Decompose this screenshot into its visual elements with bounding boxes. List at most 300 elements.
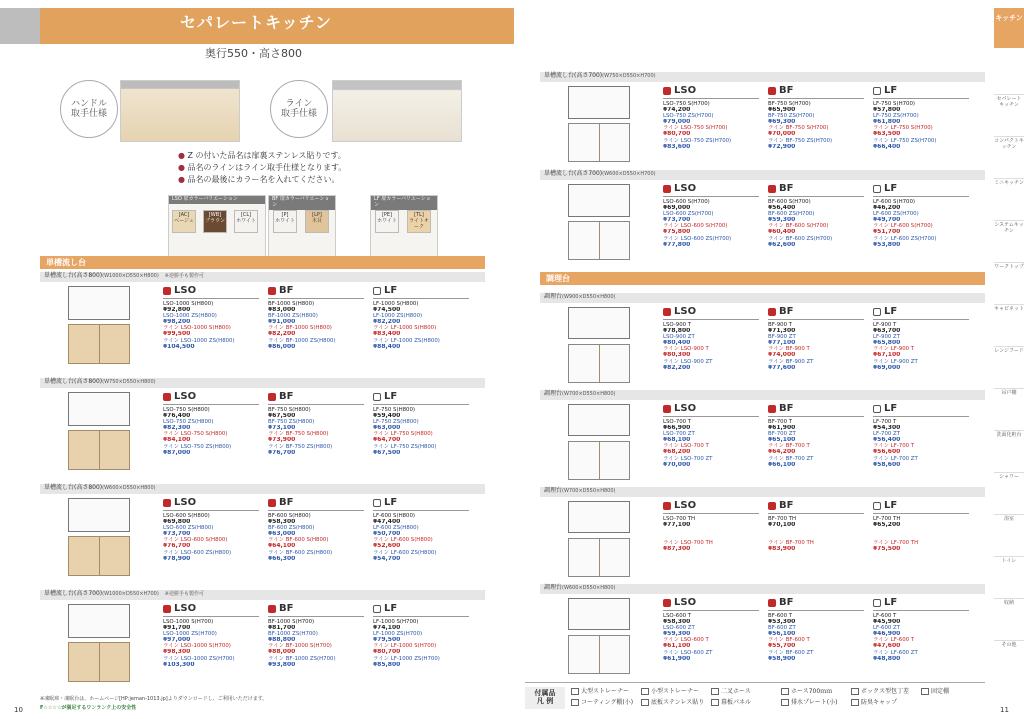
row-title: 単槽流し台(高さ700): [44, 590, 103, 597]
product-name: BF-600 S(H800): [268, 512, 311, 519]
legend-item: [851, 688, 909, 696]
product-name: ライン LSO-1000 S(H700): [163, 643, 231, 650]
sink-top-drawing: [568, 184, 630, 217]
sink-top-drawing: [68, 286, 130, 320]
product-price: ¥52,600: [373, 543, 401, 550]
brand-name: LF: [384, 285, 398, 296]
brand-icon: [768, 502, 776, 510]
brand-icon: [873, 87, 881, 95]
brand-icon: [768, 308, 776, 316]
product-price: ¥68,100: [663, 437, 691, 444]
sink-top-drawing: [68, 604, 130, 638]
brand-name: BF: [279, 603, 294, 614]
row-dims: (W600×D550×H800): [562, 585, 616, 591]
product-name: ライン BF-1000 S(H800): [268, 325, 332, 332]
sink-top-drawing: [568, 307, 630, 339]
product-price: ¥79,500: [373, 637, 401, 644]
product-price: ¥77,600: [768, 364, 796, 371]
brand-heading: [873, 403, 969, 417]
product-name: ライン LF-600 S(H800): [373, 537, 433, 544]
product-name: ライン LSO-900 T: [663, 346, 709, 353]
cabinet-front-drawing: [568, 123, 630, 162]
brand-name: BF: [279, 391, 294, 402]
brand-name: BF: [279, 285, 294, 296]
sink-top-drawing: [568, 86, 630, 119]
product-name: ライン LSO-700 TH: [663, 540, 713, 547]
legend-item: [571, 699, 633, 707]
sink-top-drawing: [568, 598, 630, 630]
legend-icon: [711, 699, 719, 706]
brand-name: BF: [779, 85, 794, 96]
product-name: ライン LSO-750 S(H800): [163, 431, 228, 438]
notes: [178, 151, 346, 188]
brand-name: LF: [384, 391, 398, 402]
brand-heading: [163, 285, 259, 299]
product-price: ¥79,000: [663, 119, 691, 126]
product-name: LSO-600 S(H800): [163, 512, 210, 519]
page-subtitle: 奥行550・高さ800: [205, 47, 302, 60]
row-note: ※逆勝手も製作可: [164, 591, 204, 597]
product-price: ¥64,100: [268, 543, 296, 550]
legend-text: ボックス型包丁差: [861, 688, 909, 695]
product-price: ¥67,100: [873, 352, 901, 359]
brand-icon: [663, 599, 671, 607]
brand-heading: [663, 183, 759, 197]
brand-icon: [268, 287, 276, 295]
brand-block-lso: [663, 500, 759, 565]
product-price: ¥74,100: [373, 624, 401, 631]
product-price: ¥88,000: [268, 649, 296, 656]
row-title-bar: [40, 272, 485, 282]
product-price: ¥63,700: [873, 327, 901, 334]
cabinet-front-drawing: [68, 536, 130, 576]
side-tab[interactable]: 吊戸棚: [994, 388, 1024, 430]
brand-name: LSO: [674, 183, 697, 194]
product-name: LSO-700 TH: [663, 515, 696, 522]
product-name: ライン LF-600 ZT: [873, 649, 918, 656]
product-price: ¥65,900: [768, 106, 796, 113]
product-price: ¥58,300: [268, 518, 296, 525]
row-title-bar: [40, 378, 485, 388]
product-price: ¥58,300: [663, 618, 691, 625]
product-name: ライン LF-700 T: [873, 443, 915, 450]
brand-block-bf: [768, 597, 864, 662]
product-name: ライン BF-750 ZS(H700): [768, 137, 833, 144]
legend-item: [571, 688, 629, 696]
side-tab[interactable]: レンジフード: [994, 346, 1024, 388]
brand-block-lf: [873, 85, 969, 150]
product-name: LF-600 S(H800): [373, 512, 416, 519]
brand-icon: [873, 599, 881, 607]
brand-block-bf: [768, 85, 864, 150]
row-dims: (W750×D550×H700): [602, 73, 656, 79]
swatch-pe: [PE] ホワイト: [375, 210, 399, 233]
legend-text: 幕板パネル: [721, 699, 752, 706]
product-price: ¥59,300: [768, 217, 796, 224]
brand-name: LF: [384, 497, 398, 508]
product-name: LF-700 TH: [873, 515, 901, 522]
swatch-cl: [CL] ホワイト: [234, 210, 258, 233]
brand-icon: [163, 605, 171, 613]
product-name: ライン LF-600 T: [873, 637, 915, 644]
product-name: BF-750 S(H800): [268, 406, 311, 413]
product-price: ¥66,100: [768, 461, 796, 468]
product-price: ¥85,800: [373, 661, 401, 668]
brand-icon: [873, 502, 881, 510]
brand-icon: [768, 185, 776, 193]
brand-heading: [663, 403, 759, 417]
product-name: ライン LF-750 ZS(H800): [373, 443, 437, 450]
brand-name: LSO: [174, 285, 197, 296]
product-price: ¥66,900: [663, 424, 691, 431]
side-tab[interactable]: コンパクトキッチン: [994, 136, 1024, 178]
product-price: ¥55,700: [768, 643, 796, 650]
brand-heading: [663, 85, 759, 99]
product-price: ¥80,700: [373, 649, 401, 656]
legend-item: [711, 688, 751, 696]
legend-icon: [641, 699, 649, 706]
product-name: ライン LF-900 ZT: [873, 358, 918, 365]
product-price: ¥49,700: [873, 217, 901, 224]
side-tab[interactable]: 洗面化粧台: [994, 430, 1024, 472]
product-price: ¥71,300: [768, 327, 796, 334]
product-name: ライン LF-600 ZS(H700): [873, 235, 937, 242]
side-tab[interactable]: その他: [994, 640, 1024, 682]
product-price: ¥65,100: [768, 437, 796, 444]
handle-badge: ハンドル 取手仕様: [60, 80, 118, 138]
product-price: ¥47,600: [873, 643, 901, 650]
brand-heading: [163, 497, 259, 511]
brand-name: LF: [884, 183, 898, 194]
product-name: LSO-600 ZS(H700): [663, 210, 714, 217]
product-name: BF-600 ZT: [768, 624, 796, 631]
row-dims: (W1000×D550×H700): [102, 591, 159, 597]
product-name: ライン LF-700 TH: [873, 540, 919, 547]
side-tab[interactable]: ミニキッチン: [994, 178, 1024, 220]
product-name: LSO-1000 ZS(H700): [163, 630, 217, 637]
brand-block-lso: [663, 183, 759, 248]
footer-note: ※凍眠庫・凍眠台は、ホームページ[HP:jeman-1013.jp]よりダウンロードし、ご利用いただけます。: [40, 696, 268, 702]
cabinet-front-drawing: [568, 538, 630, 577]
product-name: ライン BF-900 ZT: [768, 358, 814, 365]
brand-block-lso: [163, 285, 259, 350]
brand-block-bf: [268, 497, 364, 562]
side-tab[interactable]: 収納: [994, 598, 1024, 640]
brand-heading: [873, 500, 969, 514]
lso-color-variation: LSO 扉カラーバリエーション [AC] ベージュ [WB] ブラウン [CL] ホワイト: [168, 195, 266, 263]
side-tab[interactable]: キッチン: [995, 14, 1023, 22]
legend-item: [851, 699, 897, 707]
brand-block-lf: [873, 306, 969, 371]
product-name: ライン LF-600 S(H700): [873, 223, 933, 230]
row-dims: (W1000×D550×H800): [102, 273, 159, 279]
legend-item: [921, 688, 949, 696]
brand-name: LSO: [674, 403, 697, 414]
brand-icon: [268, 605, 276, 613]
product-price: ¥73,700: [663, 217, 691, 224]
swatch-tl: [TL] ライトオーク: [407, 210, 431, 233]
product-price: ¥83,900: [768, 546, 796, 553]
side-tab[interactable]: シャワー: [994, 472, 1024, 514]
product-price: ¥77,100: [768, 340, 796, 347]
row-title: 単槽流し台(高さ700): [544, 72, 603, 79]
brand-icon: [268, 393, 276, 401]
note-item: ● Z の付いた品名は扉裏ステンレス貼りです。: [178, 151, 346, 160]
brand-icon: [663, 185, 671, 193]
product-name: ライン LSO-750 ZS(H800): [163, 443, 232, 450]
brand-block-lf: [373, 391, 469, 456]
brand-heading: [768, 306, 864, 320]
legend-item: [781, 688, 832, 696]
product-price: ¥103,300: [163, 661, 195, 668]
brand-heading: [373, 391, 469, 405]
product-price: ¥48,800: [873, 655, 901, 662]
product-price: ¥83,400: [373, 331, 401, 338]
legend-icon: [781, 688, 789, 695]
brand-block-lf: [873, 403, 969, 468]
legend-icon: [641, 688, 649, 695]
brand-heading: [873, 183, 969, 197]
product-price: ¥54,700: [373, 555, 401, 562]
brand-icon: [373, 605, 381, 613]
product-price: ¥78,800: [663, 327, 691, 334]
page-title: セパレートキッチン: [180, 13, 332, 32]
product-price: ¥65,800: [873, 340, 901, 347]
product-name: LF-1000 S(H700): [373, 618, 419, 625]
footer-safety: F☆☆☆☆が満足するワンランク上の安全性: [40, 705, 137, 711]
product-name: ライン LF-1000 S(H700): [373, 643, 437, 650]
handle-kitchen-photo: [120, 80, 240, 142]
brand-block-lso: [663, 85, 759, 150]
product-price: ¥60,400: [768, 229, 796, 236]
brand-block-lf: [373, 603, 469, 668]
product-name: LSO-750 S(H800): [163, 406, 210, 413]
brand-heading: [768, 403, 864, 417]
product-price: ¥76,400: [163, 412, 191, 419]
product-name: ライン BF-750 ZS(H800): [268, 443, 333, 450]
product-price: ¥99,500: [163, 331, 191, 338]
product-price: ¥81,700: [268, 624, 296, 631]
legend-text: 小型ストレーナー: [651, 688, 700, 695]
brand-icon: [373, 393, 381, 401]
brand-icon: [873, 308, 881, 316]
product-name: ライン LSO-1000 S(H800): [163, 325, 231, 332]
row-title: 調理台: [544, 584, 563, 591]
cabinet-door-divider: [99, 537, 100, 575]
brand-name: BF: [779, 183, 794, 194]
side-tab[interactable]: 浴室: [994, 514, 1024, 556]
brand-heading: [373, 497, 469, 511]
product-name: ライン LSO-600 ZT: [663, 649, 713, 656]
product-name: ライン BF-700 TH: [768, 540, 814, 547]
brand-block-lf: [373, 285, 469, 350]
product-name: ライン LSO-1000 ZS(H700): [163, 655, 235, 662]
swatch-p: [P] ホワイト: [273, 210, 297, 233]
product-price: ¥77,100: [663, 521, 691, 528]
product-name: BF-750 S(H700): [768, 100, 811, 107]
brand-icon: [268, 499, 276, 507]
product-price: ¥80,300: [663, 352, 691, 359]
legend-text: 固定棚: [931, 688, 950, 695]
product-name: LF-600 T: [873, 612, 897, 619]
product-price: ¥63,000: [373, 425, 401, 432]
cabinet-front-drawing: [568, 221, 630, 260]
product-price: ¥80,700: [663, 131, 691, 138]
product-price: ¥75,800: [663, 229, 691, 236]
product-name: LSO-600 S(H700): [663, 198, 710, 205]
product-name: ライン BF-1000 ZS(H700): [268, 655, 336, 662]
product-name: BF-750 ZS(H700): [768, 112, 815, 119]
product-name: LF-750 S(H800): [373, 406, 416, 413]
legend-item: [641, 699, 704, 707]
brand-heading: [873, 85, 969, 99]
product-name: BF-600 ZS(H800): [268, 524, 315, 531]
product-name: LSO-700 T: [663, 418, 692, 425]
brand-icon: [768, 87, 776, 95]
product-name: ライン BF-600 S(H800): [268, 537, 329, 544]
row-note: ※逆勝手も製作可: [164, 273, 204, 279]
product-price: ¥61,100: [663, 643, 691, 650]
product-name: ライン LSO-700 ZT: [663, 455, 713, 462]
brand-heading: [873, 306, 969, 320]
row-title-bar: [540, 390, 985, 400]
product-price: ¥88,800: [268, 637, 296, 644]
product-price: ¥76,700: [268, 449, 296, 456]
legend-item: [711, 699, 751, 707]
product-price: ¥82,300: [163, 425, 191, 432]
cabinet-front-drawing: [68, 324, 130, 364]
brand-name: BF: [279, 497, 294, 508]
product-price: ¥97,000: [163, 637, 191, 644]
brand-heading: [663, 597, 759, 611]
brand-name: LSO: [674, 500, 697, 511]
product-name: ライン LF-750 S(H700): [873, 125, 933, 132]
product-name: ライン LSO-600 ZS(H800): [163, 549, 232, 556]
sink-top-drawing: [568, 404, 630, 436]
brand-icon: [768, 599, 776, 607]
product-price: ¥98,200: [163, 319, 191, 326]
product-name: ライン BF-1000 S(H700): [268, 643, 332, 650]
product-name: LSO-750 ZS(H800): [163, 418, 214, 425]
brand-name: BF: [779, 306, 794, 317]
side-tab[interactable]: セパレートキッチン: [994, 94, 1024, 136]
legend-label: 付属品 凡 例: [525, 687, 565, 709]
brand-heading: [663, 500, 759, 514]
legend-icon: [571, 699, 579, 706]
brand-icon: [163, 393, 171, 401]
swatch-lp: [LP] 木目: [305, 210, 329, 233]
product-name: LSO-600 ZT: [663, 624, 695, 631]
product-name: ライン LSO-600 ZS(H700): [663, 235, 732, 242]
product-price: ¥87,300: [663, 546, 691, 553]
brand-block-bf: [768, 306, 864, 371]
product-price: ¥88,400: [373, 343, 401, 350]
side-tab[interactable]: キャビネット: [994, 304, 1024, 346]
product-price: ¥69,300: [768, 119, 796, 126]
row-title-bar: [540, 293, 985, 303]
legend-text: 底板ステンレス貼り: [651, 699, 705, 706]
brand-block-lso: [663, 597, 759, 662]
product-name: LF-1000 ZS(H700): [373, 630, 423, 637]
row-dims: (W600×D550×H800): [102, 485, 156, 491]
product-name: LF-750 ZS(H800): [373, 418, 419, 425]
product-name: ライン LSO-750 S(H700): [663, 125, 728, 132]
product-price: ¥76,700: [163, 543, 191, 550]
product-price: ¥62,600: [768, 241, 796, 248]
product-name: ライン BF-700 ZT: [768, 455, 814, 462]
product-price: ¥82,200: [373, 319, 401, 326]
brand-name: LSO: [174, 391, 197, 402]
swatch-ac: [AC] ベージュ: [172, 210, 196, 233]
side-tab[interactable]: トイレ: [994, 556, 1024, 598]
note-item: ● 品名のラインはライン取手仕様となります。: [178, 163, 347, 173]
row-dims: (W700×D550×H800): [562, 391, 616, 397]
product-price: ¥82,200: [268, 331, 296, 338]
product-price: ¥46,200: [873, 204, 901, 211]
product-price: ¥57,800: [873, 106, 901, 113]
side-tab[interactable]: システムキッチン: [994, 220, 1024, 262]
product-name: BF-1000 S(H700): [268, 618, 315, 625]
product-name: ライン LSO-750 ZS(H700): [663, 137, 732, 144]
brand-name: LF: [884, 306, 898, 317]
lf-color-variation: LF 扉カラーバリエーション [PE] ホワイト [TL] ライトオーク: [370, 195, 438, 263]
product-name: ライン BF-600 S(H700): [768, 223, 829, 230]
side-tab[interactable]: ワークトップ: [994, 262, 1024, 304]
brand-name: BF: [779, 403, 794, 414]
product-name: ライン LF-600 ZS(H800): [373, 549, 437, 556]
row-title-bar: [540, 487, 985, 497]
brand-heading: [768, 85, 864, 99]
brand-heading: [268, 391, 364, 405]
brand-heading: [768, 183, 864, 197]
product-price: ¥83,600: [663, 143, 691, 150]
brand-block-lf: [373, 497, 469, 562]
product-price: ¥67,500: [373, 449, 401, 456]
product-price: ¥87,000: [163, 449, 191, 456]
product-name: LF-900 T: [873, 321, 897, 328]
legend-icon: [851, 688, 859, 695]
brand-name: LSO: [174, 603, 197, 614]
row-dims: (W700×D550×H800): [562, 488, 616, 494]
product-price: ¥92,800: [163, 306, 191, 313]
product-name: ライン LF-1000 S(H800): [373, 325, 437, 332]
brand-block-bf: [768, 183, 864, 248]
product-name: ライン LSO-700 T: [663, 443, 709, 450]
brand-name: LSO: [674, 85, 697, 96]
page-number-left: 10: [14, 706, 23, 714]
product-price: ¥56,400: [768, 204, 796, 211]
product-name: BF-600 S(H700): [768, 198, 811, 205]
brand-name: BF: [779, 500, 794, 511]
product-price: ¥86,000: [268, 343, 296, 350]
row-title-bar: [40, 484, 485, 494]
product-price: [663, 559, 759, 565]
product-name: BF-600 ZS(H700): [768, 210, 815, 217]
product-name: LSO-1000 S(H700): [163, 618, 214, 625]
product-name: LF-900 ZT: [873, 333, 901, 340]
row-title: 単槽流し台(高さ800): [44, 272, 103, 279]
brand-block-bf: [268, 603, 364, 668]
product-name: LSO-1000 ZS(H800): [163, 312, 217, 319]
brand-heading: [768, 597, 864, 611]
product-price: [768, 559, 864, 565]
product-price: ¥56,400: [873, 437, 901, 444]
product-price: ¥91,700: [163, 624, 191, 631]
brand-block-lso: [163, 497, 259, 562]
line-kitchen-photo: [332, 80, 462, 142]
accessory-legend: [525, 682, 985, 710]
product-name: LF-600 ZS(H700): [873, 210, 919, 217]
